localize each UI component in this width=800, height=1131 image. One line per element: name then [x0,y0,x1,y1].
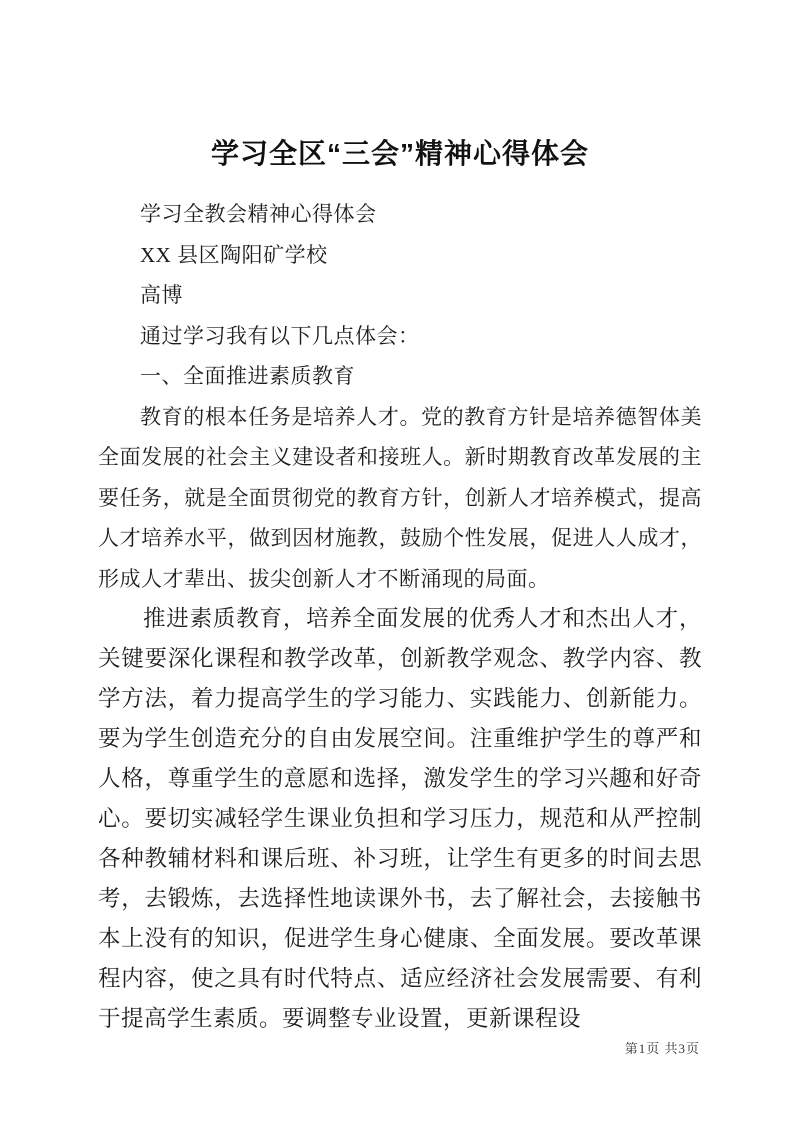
paragraph-section-heading: 一、全面推进素质教育 [140,364,355,388]
paragraph-intro: 通过学习我有以下几点体会： [140,323,420,348]
paragraph-body-1: 教育的根本任务是培养人才。党的教育方针是培养德智体美全面发展的社会主义建设者和接班人。新时期教育改革发展的主要任务，就是全面贯彻党的教育方针，创新人才培养模式，提高人才培养水平，做到因材施教，鼓励个性发展，促进人人成才，形成人才辈出、拔尖创新人才不断涌现的局面。 [98,404,702,591]
document-title: 学习全区“三会”精神心得体会 [210,138,589,169]
paragraph-author: 高博 [140,283,183,307]
page-number: 第1页 共3页 [624,1041,700,1056]
page-footer [98,1038,700,1057]
paragraph-subtitle: 学习全教会精神心得体会 [140,202,377,226]
paragraph-school: XX 县区陶阳矿学校 [140,242,328,267]
paragraph-body-2: 推进素质教育，培养全面发展的优秀人才和杰出人才，关键要深化课程和教学改革，创新教学观念、教学内容、教学方法，着力提高学生的学习能力、实践能力、创新能力。要为学生创造充分的自由发展空间。注重维护学生的尊严和人格，尊重学生的意愿和选择，激发学生的学习兴趣和好奇心。要切实减轻学生课业负担和学习压力，规范和从严控制各种教辅材料和课后班、补习班，让学生有更多的时间去思考，去锻炼，去选择性地读课外书，去了解社会，去接触书本上没有的知识，促进学生身心健康、全面发展。要改革课程内容，使之具有时代特点、适应经济社会发展需要、有利于提高学生素质。要调整专业设置，更新课程设 [98,606,702,1031]
